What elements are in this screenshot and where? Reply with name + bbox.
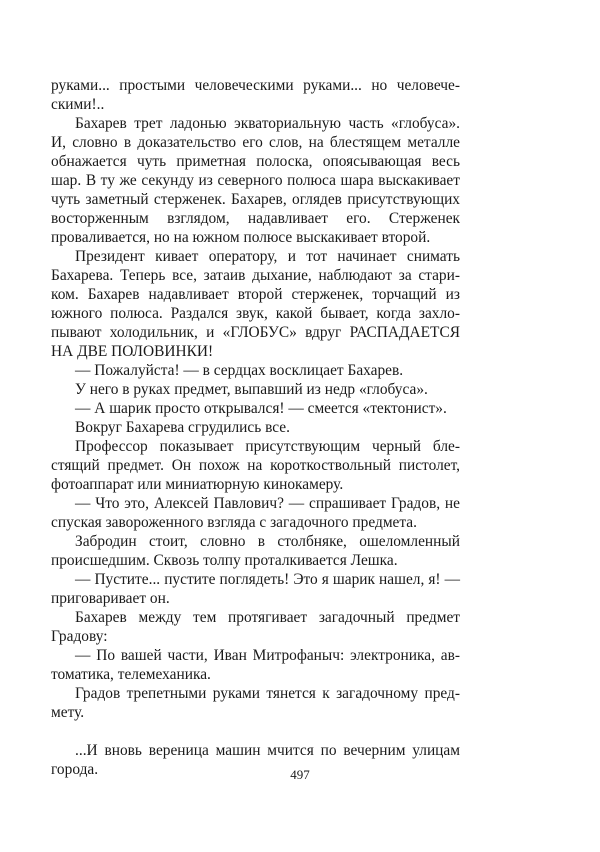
paragraph: Забродин стоит, словно в столбняке, ошеломленный происшедшим. Сквозь толпу проталкивается Лешка. [51,533,460,569]
paragraph: — Что это, Алексей Павлович? — спрашивает Градов, не спуская завороженного взгляда с загадочного предмета. [51,495,460,531]
paragraph: У него в руках предмет, выпавший из недр «глобуса». [75,381,428,398]
paragraph: Президент кивает оператору, и тот начинает снимать Бахарева. Теперь все, затаив дыхание, наблюдают за стариком. Бахарев надавливает второй стерженек, торчащий из южного полюса. Раздался звук, какой бывает, когда захлопывают холодильник, и «ГЛОБУС» вдруг РАСПАДАЕТСЯ НА ДВЕ ПОЛОВИНКИ! [51,248,460,360]
paragraph: Вокруг Бахарева сгрудились все. [75,419,290,436]
paragraph: ...И вновь вереница машин мчится по вечерним улицам города. [51,742,460,778]
paragraph: Профессор показывает присутствующим черный блестящий предмет. Он похож на короткоствольный пистолет, фотоаппарат или миниатюрную кинокамеру. [51,438,460,493]
paragraph: — Пожалуйста! — в сердцах восклицает Бахарев. [75,362,404,379]
paragraph: Градов трепетными руками тянется к загадочному предмету. [51,685,460,721]
page-body [51,76,460,779]
paragraph: Бахарев трет ладонью экваториальную часть «глобуса». И, словно в доказательство его слов, на блестящем металле обнажается чуть приметная полоска, опоясывающая весь шар. В ту же секунду из северного полюса шара выскакивает чуть заметный стерженек. Бахарев, оглядев присутствующих восторженным взглядом, надавливает его. Стерженек проваливается, но на южном полюсе выскакивает второй. [51,115,460,246]
paragraph: руками... простыми человеческими руками... но человеческими!.. [51,77,460,113]
page-number: 497 [290,767,310,782]
paragraph: — Пустите... пустите поглядеть! Это я шарик нашел, я! — приговаривает он. [51,571,460,607]
paragraph: — По вашей части, Иван Митрофаныч: электроника, автоматика, телемеханика. [51,647,460,683]
paragraph: Бахарев между тем протягивает загадочный предмет Градову: [51,609,460,645]
paragraph: — А шарик просто открывался! — смеется «тектонист». [75,400,447,417]
